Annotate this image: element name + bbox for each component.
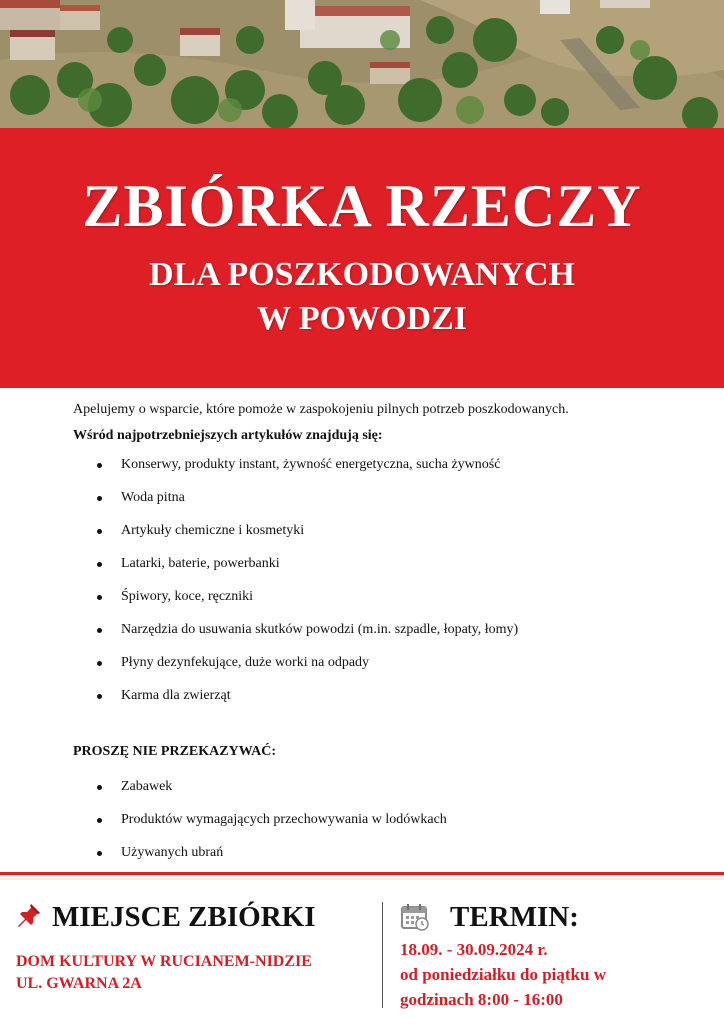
bullet-icon bbox=[97, 851, 102, 856]
needed-list bbox=[73, 455, 693, 719]
calendar-icon bbox=[400, 902, 430, 937]
intro-text: Apelujemy o wsparcie, które pomoże w zaspokojeniu pilnych potrzeb poszkodowanych. bbox=[73, 402, 569, 417]
bullet-icon bbox=[97, 628, 102, 633]
term-dates: 18.09. - 30.09.2024 r. bbox=[400, 940, 548, 959]
not-needed-list bbox=[73, 777, 693, 876]
place-title: MIEJSCE ZBIÓRKI bbox=[52, 901, 316, 933]
term-hours: godzinach 8:00 - 16:00 bbox=[400, 990, 563, 1009]
appeal-content bbox=[73, 400, 693, 719]
bullet-icon bbox=[97, 529, 102, 534]
place-address-line2: UL. GWARNA 2A bbox=[16, 975, 142, 992]
pushpin-icon bbox=[16, 902, 42, 933]
not-needed-heading: PROSZĘ NIE PRZEKAZYWAĆ: bbox=[73, 744, 277, 759]
list-item: Karma dla zwierząt bbox=[73, 686, 693, 719]
bullet-icon bbox=[97, 562, 102, 567]
bullet-icon bbox=[97, 463, 102, 468]
place-address-line1: DOM KULTURY W RUCIANEM-NIDZIE bbox=[16, 953, 312, 970]
bullet-icon bbox=[97, 661, 102, 666]
flood-aerial-photo bbox=[0, 0, 724, 128]
bullet-icon bbox=[97, 785, 102, 790]
bullet-icon bbox=[97, 694, 102, 699]
list-item: Narzędzia do usuwania skutków powodzi (m.in. szpadle, łopaty, łomy) bbox=[73, 620, 693, 653]
bullet-icon bbox=[97, 496, 102, 501]
list-item: Latarki, baterie, powerbanki bbox=[73, 554, 693, 587]
list-item: Artykuły chemiczne i kosmetyki bbox=[73, 521, 693, 554]
list-item: Śpiwory, koce, ręczniki bbox=[73, 587, 693, 620]
banner-subtitle-line1: DLA POSZKODOWANYCH bbox=[149, 256, 575, 293]
footer-top-rule bbox=[0, 872, 724, 875]
list-item: Używanych ubrań bbox=[73, 843, 693, 876]
footer-spacer bbox=[0, 878, 724, 880]
bullet-icon bbox=[97, 818, 102, 823]
term-title: TERMIN: bbox=[450, 901, 579, 933]
footer-divider bbox=[382, 902, 383, 1008]
list-item: Płyny dezynfekujące, duże worki na odpady bbox=[73, 653, 693, 686]
bullet-icon bbox=[97, 595, 102, 600]
header-banner bbox=[0, 128, 724, 388]
banner-title: ZBIÓRKA RZECZY bbox=[82, 173, 642, 239]
list-item: Produktów wymagających przechowywania w lodówkach bbox=[73, 810, 693, 843]
not-needed-section bbox=[73, 777, 693, 876]
term-days: od poniedziałku do piątku w bbox=[400, 965, 606, 984]
list-item: Woda pitna bbox=[73, 488, 693, 521]
list-item: Zabawek bbox=[73, 777, 693, 810]
list-item: Konserwy, produkty instant, żywność energetyczna, sucha żywność bbox=[73, 455, 693, 488]
needed-heading: Wśród najpotrzebniejszych artykułów znajdują się: bbox=[73, 428, 383, 443]
banner-subtitle-line2: W POWODZI bbox=[256, 300, 467, 337]
